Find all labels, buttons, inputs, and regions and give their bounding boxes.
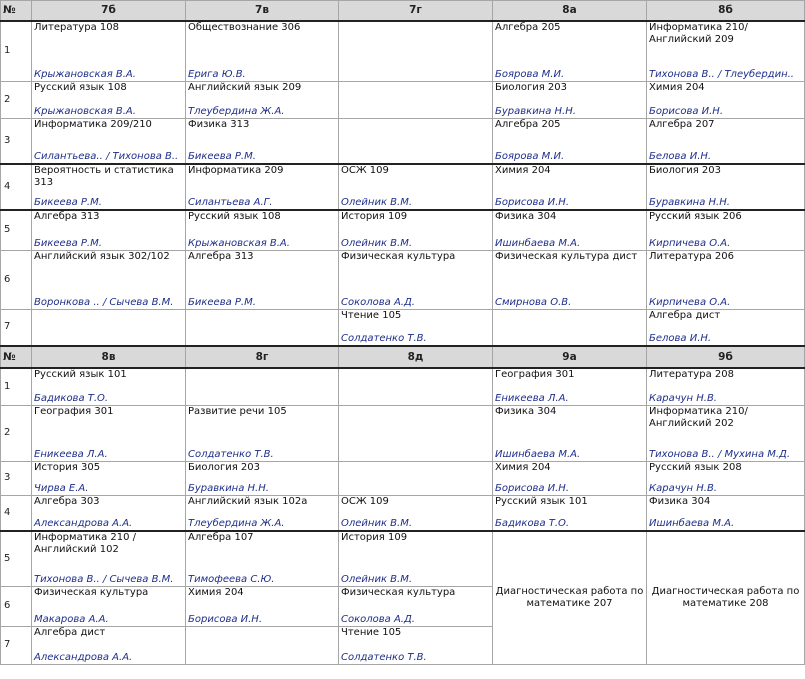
lesson-cell: [339, 118, 493, 164]
lesson-cell: [186, 81, 339, 118]
teacher-label: Бикеева Р.М.: [188, 296, 256, 308]
subject-label: Информатика 209: [188, 164, 284, 176]
subject-label: Алгебра 313: [188, 250, 254, 262]
teacher-label: Крыжановская В.А.: [188, 237, 290, 249]
lesson-cell: [339, 495, 493, 531]
subject-label: Химия 204: [495, 164, 551, 176]
teacher-label: Олейник В.М.: [341, 573, 413, 585]
lesson-number: 7: [1, 309, 32, 346]
subject-label: Физика 304: [649, 495, 711, 507]
subject-label: Русский язык 101: [495, 495, 588, 507]
teacher-label: Александрова А.А.: [34, 651, 133, 663]
subject-label: Физика 304: [495, 405, 557, 417]
lesson-cell: [339, 461, 493, 495]
subject-label: Физика 313: [188, 118, 250, 130]
lesson-number: 7: [1, 626, 32, 664]
teacher-label: Еникеева Л.А.: [495, 392, 569, 404]
subject-label: Обществознание 306: [188, 21, 301, 33]
lesson-cell: [186, 626, 339, 664]
lesson-cell: [647, 461, 805, 495]
subject-label: Русский язык 108: [34, 81, 127, 93]
subject-label: Физическая культура: [341, 250, 456, 262]
lesson-cell: [32, 250, 186, 309]
lesson-cell: [493, 81, 647, 118]
subject-label: Биология 203: [649, 164, 722, 176]
subject-label: Физическая культура: [34, 586, 149, 598]
lesson-cell: [186, 21, 339, 82]
teacher-label: Ишинбаева М.А.: [649, 517, 735, 529]
subject-label: ОСЖ 109: [341, 164, 389, 176]
subject-label: Алгебра 313: [34, 210, 100, 222]
lesson-cell: [32, 368, 186, 406]
subject-label: Русский язык 206: [649, 210, 742, 222]
lesson-cell: [339, 309, 493, 346]
teacher-label: Тихонова В.. / Тлеубердин..: [649, 68, 794, 80]
table-row: [1, 405, 805, 461]
teacher-label: Соколова А.Д.: [341, 613, 415, 625]
teacher-label: Солдатенко Т.В.: [188, 448, 274, 460]
teacher-label: Тихонова В.. / Мухина М.Д.: [649, 448, 791, 460]
subject-label: Чтение 105: [341, 626, 402, 638]
subject-label: Информатика 209/210: [34, 118, 152, 130]
class-column-header: 7б: [32, 1, 186, 21]
teacher-label: Буравкина Н.Н.: [188, 482, 269, 494]
lesson-cell: [186, 164, 339, 210]
subject-label: История 109: [341, 531, 408, 543]
subject-label: География 301: [495, 368, 575, 380]
teacher-label: Белова И.Н.: [649, 332, 712, 344]
teacher-label: Борисова И.Н.: [495, 196, 569, 208]
teacher-label: Тихонова В.. / Сычева В.М.: [34, 573, 174, 585]
teacher-label: Олейник В.М.: [341, 517, 413, 529]
subject-label: История 109: [341, 210, 408, 222]
teacher-label: Крыжановская В.А.: [34, 68, 136, 80]
subject-label: Алгебра 205: [495, 21, 561, 33]
teacher-label: Тлеубердина Ж.А.: [188, 517, 285, 529]
class-column-header: 9б: [647, 346, 805, 368]
lesson-cell: [32, 21, 186, 82]
subject-label: Чтение 105: [341, 309, 402, 321]
teacher-label: Карачун Н.В.: [649, 482, 717, 494]
class-column-header: 8а: [493, 1, 647, 21]
lesson-cell: [647, 210, 805, 251]
subject-label: Физическая культура дист: [495, 250, 638, 262]
lesson-number: 6: [1, 250, 32, 309]
lesson-cell: [493, 164, 647, 210]
lesson-cell: [339, 626, 493, 664]
lesson-number: 5: [1, 531, 32, 587]
lesson-cell: [32, 210, 186, 251]
subject-label: Химия 204: [188, 586, 244, 598]
teacher-label: Кирпичева О.А.: [649, 296, 731, 308]
table-row: [1, 21, 805, 82]
lesson-cell: [186, 368, 339, 406]
teacher-label: Солдатенко Т.В.: [341, 332, 427, 344]
teacher-label: Еникеева Л.А.: [34, 448, 108, 460]
merged-event-cell: Диагностическая работа по математике 208: [647, 531, 805, 665]
lesson-cell: [32, 461, 186, 495]
lesson-number: 4: [1, 495, 32, 531]
lesson-cell: [647, 309, 805, 346]
teacher-label: Ерига Ю.В.: [188, 68, 246, 80]
number-column-header: №: [1, 346, 32, 368]
subject-label: История 305: [34, 461, 101, 473]
lesson-cell: [647, 118, 805, 164]
lesson-number: 3: [1, 461, 32, 495]
lesson-cell: [186, 118, 339, 164]
subject-label: Английский язык 209: [188, 81, 302, 93]
lesson-cell: [493, 250, 647, 309]
subject-label: Вероятность и статистика 313: [34, 164, 174, 188]
teacher-label: Солдатенко Т.В.: [341, 651, 427, 663]
merged-event-cell: Диагностическая работа по математике 207: [493, 531, 647, 665]
lesson-cell: [647, 164, 805, 210]
lesson-cell: [647, 495, 805, 531]
lesson-number: 5: [1, 210, 32, 251]
teacher-label: Силантьева.. / Тихонова В..: [34, 150, 179, 162]
lesson-cell: [493, 368, 647, 406]
lesson-number: 4: [1, 164, 32, 210]
subject-label: Физика 304: [495, 210, 557, 222]
table-row: [1, 368, 805, 406]
teacher-label: Чирва Е.А.: [34, 482, 89, 494]
lesson-cell: [493, 21, 647, 82]
lesson-cell: [32, 164, 186, 210]
teacher-label: Борисова И.Н.: [188, 613, 262, 625]
teacher-label: Бикеева Р.М.: [34, 237, 102, 249]
class-column-header: 7в: [186, 1, 339, 21]
subject-label: География 301: [34, 405, 114, 417]
teacher-label: Борисова И.Н.: [495, 482, 569, 494]
teacher-label: Карачун Н.В.: [649, 392, 717, 404]
lesson-cell: [339, 531, 493, 587]
table-row: [1, 495, 805, 531]
teacher-label: Буравкина Н.Н.: [649, 196, 730, 208]
teacher-label: Крыжановская В.А.: [34, 105, 136, 117]
lesson-cell: [186, 531, 339, 587]
class-column-header: 8в: [32, 346, 186, 368]
class-column-header: 7г: [339, 1, 493, 21]
subject-label: Русский язык 101: [34, 368, 127, 380]
lesson-cell: [339, 368, 493, 406]
subject-label: Развитие речи 105: [188, 405, 287, 417]
lesson-cell: [647, 405, 805, 461]
lesson-cell: [32, 626, 186, 664]
lesson-cell: [32, 309, 186, 346]
subject-label: Информатика 210/ Английский 202: [649, 405, 748, 429]
teacher-label: Соколова А.Д.: [341, 296, 415, 308]
lesson-cell: [32, 495, 186, 531]
subject-label: Литература 208: [649, 368, 734, 380]
teacher-label: Ишинбаева М.А.: [495, 237, 581, 249]
lesson-number: 2: [1, 405, 32, 461]
teacher-label: Макарова А.А.: [34, 613, 109, 625]
teacher-label: Белова И.Н.: [649, 150, 712, 162]
subject-label: Английский язык 302/102: [34, 250, 170, 262]
lesson-number: 2: [1, 81, 32, 118]
subject-label: Алгебра 107: [188, 531, 254, 543]
teacher-label: Тлеубердина Ж.А.: [188, 105, 285, 117]
lesson-cell: [339, 586, 493, 626]
lesson-cell: [493, 309, 647, 346]
subject-label: Алгебра 205: [495, 118, 561, 130]
class-column-header: 8б: [647, 1, 805, 21]
class-column-header: 8д: [339, 346, 493, 368]
teacher-label: Кирпичева О.А.: [649, 237, 731, 249]
subject-label: Русский язык 208: [649, 461, 742, 473]
teacher-label: Олейник В.М.: [341, 196, 413, 208]
lesson-number: 1: [1, 21, 32, 82]
lesson-number: 3: [1, 118, 32, 164]
subject-label: Литература 108: [34, 21, 119, 33]
lesson-cell: [647, 21, 805, 82]
lesson-cell: [339, 164, 493, 210]
subject-label: Алгебра 207: [649, 118, 715, 130]
number-column-header: №: [1, 1, 32, 21]
lesson-cell: [647, 250, 805, 309]
subject-label: Информатика 210 / Английский 102: [34, 531, 137, 555]
lesson-cell: [32, 405, 186, 461]
lesson-number: 1: [1, 368, 32, 406]
lesson-cell: [339, 81, 493, 118]
lesson-cell: [493, 461, 647, 495]
subject-label: Алгебра 303: [34, 495, 100, 507]
subject-label: Алгебра дист: [649, 309, 721, 321]
teacher-label: Бадикова Т.О.: [34, 392, 109, 404]
teacher-label: Буравкина Н.Н.: [495, 105, 576, 117]
lesson-cell: [647, 81, 805, 118]
subject-label: Химия 204: [495, 461, 551, 473]
teacher-label: Олейник В.М.: [341, 237, 413, 249]
lesson-cell: [186, 405, 339, 461]
lesson-cell: [493, 405, 647, 461]
teacher-label: Боярова М.И.: [495, 68, 565, 80]
lesson-cell: [493, 118, 647, 164]
table-row: [1, 309, 805, 346]
teacher-label: Смирнова О.В.: [495, 296, 572, 308]
teacher-label: Бикеева Р.М.: [188, 150, 256, 162]
class-column-header: 8г: [186, 346, 339, 368]
table-row: [1, 164, 805, 210]
lesson-cell: [186, 210, 339, 251]
lesson-cell: [32, 81, 186, 118]
subject-label: Физическая культура: [341, 586, 456, 598]
lesson-cell: [339, 405, 493, 461]
table-row: [1, 531, 805, 587]
lesson-cell: [493, 495, 647, 531]
lesson-cell: [493, 210, 647, 251]
teacher-label: Бикеева Р.М.: [34, 196, 102, 208]
lesson-cell: [32, 118, 186, 164]
class-column-header: 9а: [493, 346, 647, 368]
lesson-cell: [647, 368, 805, 406]
lesson-cell: [186, 586, 339, 626]
lesson-cell: [186, 461, 339, 495]
subject-label: Английский язык 102а: [188, 495, 308, 507]
teacher-label: Боярова М.И.: [495, 150, 565, 162]
table-row: [1, 81, 805, 118]
table-row: [1, 461, 805, 495]
teacher-label: Бадикова Т.О.: [495, 517, 570, 529]
teacher-label: Тимофеева С.Ю.: [188, 573, 275, 585]
lesson-cell: [186, 309, 339, 346]
lesson-cell: [339, 250, 493, 309]
teacher-label: Воронкова .. / Сычева В.М.: [34, 296, 174, 308]
subject-label: Русский язык 108: [188, 210, 281, 222]
lesson-cell: [339, 21, 493, 82]
teacher-label: Силантьева А.Г.: [188, 196, 273, 208]
lesson-cell: [339, 210, 493, 251]
teacher-label: Борисова И.Н.: [649, 105, 723, 117]
lesson-cell: [186, 250, 339, 309]
subject-label: Алгебра дист: [34, 626, 106, 638]
subject-label: Литература 206: [649, 250, 734, 262]
lesson-cell: [186, 495, 339, 531]
table-row: [1, 210, 805, 251]
teacher-label: Александрова А.А.: [34, 517, 133, 529]
lesson-cell: [32, 531, 186, 587]
subject-label: Информатика 210/ Английский 209: [649, 21, 748, 45]
subject-label: Биология 203: [495, 81, 568, 93]
lesson-number: 6: [1, 586, 32, 626]
table-row: [1, 250, 805, 309]
teacher-label: Ишинбаева М.А.: [495, 448, 581, 460]
lesson-cell: [32, 586, 186, 626]
subject-label: Биология 203: [188, 461, 261, 473]
subject-label: Химия 204: [649, 81, 705, 93]
table-row: [1, 118, 805, 164]
subject-label: ОСЖ 109: [341, 495, 389, 507]
